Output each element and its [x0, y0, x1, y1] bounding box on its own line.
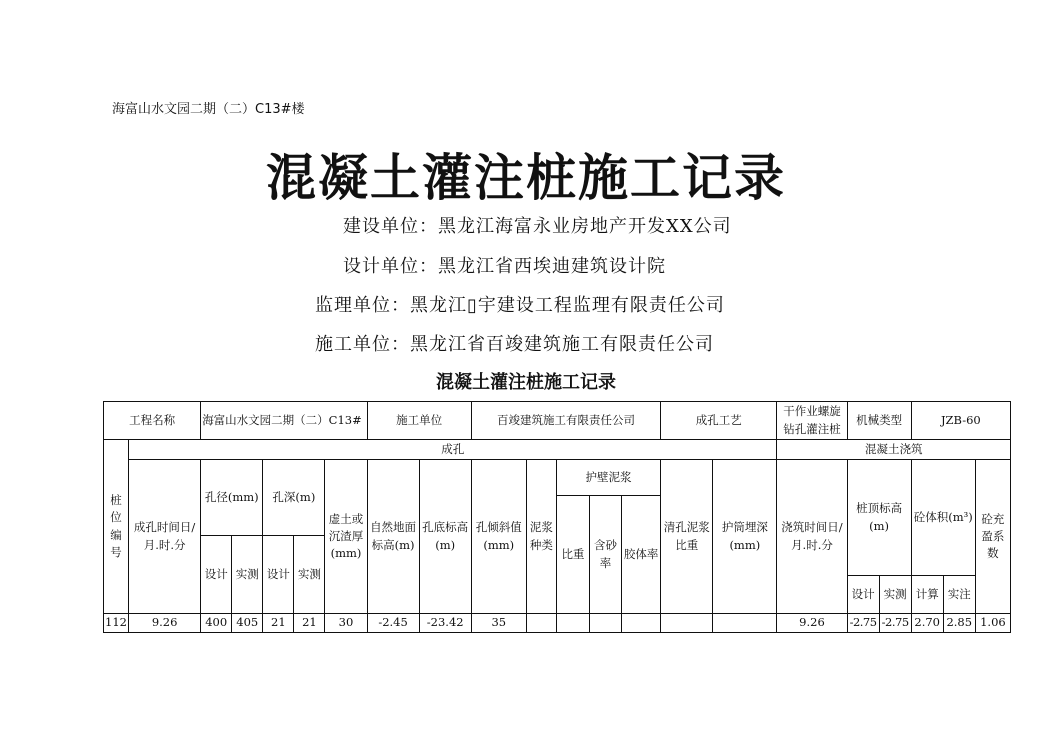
table-title: 混凝土灌注桩施工记录: [436, 372, 616, 393]
mud-density-header: 比重: [556, 496, 589, 614]
cell-hole-time: 9.26: [129, 614, 201, 633]
process-value: 干作业螺旋钻孔灌注桩: [777, 402, 847, 440]
group-hole-header: 成孔: [129, 440, 777, 460]
cell-tilt: 35: [471, 614, 526, 633]
pour-time-header: 浇筑时间日/月.时.分: [777, 460, 847, 614]
document-header: 海富山水文园二期（二）C13#楼: [112, 102, 305, 117]
project-name-label: 工程名称: [104, 402, 201, 440]
wall-mud-header: 护壁泥浆: [556, 460, 660, 496]
cell-ground: -2.45: [367, 614, 419, 633]
mud-type-header: 泥浆种类: [526, 460, 556, 614]
ground-elev-header: 自然地面标高(m): [367, 460, 419, 614]
sediment-header: 虚土或沉渣厚(mm): [325, 460, 367, 614]
machine-label: 机械类型: [847, 402, 911, 440]
cell-coef: 1.06: [975, 614, 1010, 633]
colloid-header: 胶体率: [622, 496, 661, 614]
cell-sediment: 30: [325, 614, 367, 633]
info-label: 施工单位：: [315, 334, 410, 355]
dia-design-header: 设计: [201, 536, 232, 614]
cell-mud-type: [526, 614, 556, 633]
cell-colloid: [622, 614, 661, 633]
vol-calc-header: 计算: [911, 576, 943, 614]
process-label: 成孔工艺: [661, 402, 777, 440]
depth-design-header: 设计: [263, 536, 294, 614]
machine-value: JZB-60: [911, 402, 1010, 440]
cell-vol-calc: 2.70: [911, 614, 943, 633]
info-value: 黑龙江省百竣建筑施工有限责任公司: [410, 334, 714, 355]
cell-pile: 112: [104, 614, 129, 633]
bottom-elev-header: 孔底标高(m): [419, 460, 471, 614]
casing-header: 护筒埋深(mm): [713, 460, 777, 614]
top-elev-header: 桩顶标高(m): [847, 460, 911, 576]
info-line-supervisor: [315, 291, 725, 317]
cell-casing: [713, 614, 777, 633]
cell-density: [556, 614, 589, 633]
builder-value: 百竣建筑施工有限责任公司: [471, 402, 660, 440]
dia-actual-header: 实测: [232, 536, 263, 614]
fill-coef-header: 砼充盈系数: [975, 460, 1010, 614]
cell-bottom: -23.42: [419, 614, 471, 633]
cell-dia-design: 400: [201, 614, 232, 633]
cell-depth-design: 21: [263, 614, 294, 633]
cell-sand: [589, 614, 621, 633]
info-value: 黑龙江省西埃迪建筑设计院: [438, 256, 666, 277]
info-line-owner: [343, 212, 732, 238]
depth-actual-header: 实测: [294, 536, 325, 614]
cell-pour-time: 9.26: [777, 614, 847, 633]
tilt-header: 孔倾斜值(mm): [471, 460, 526, 614]
project-name-value: 海富山水文园二期（二）C13#: [201, 402, 367, 440]
builder-label: 施工单位: [367, 402, 471, 440]
top-actual-header: 实测: [879, 576, 911, 614]
cell-dia-actual: 405: [232, 614, 263, 633]
page-title: 混凝土灌注桩施工记录: [266, 148, 786, 207]
clean-mud-header: 清孔泥浆比重: [661, 460, 713, 614]
volume-header: 砼体积(m³): [911, 460, 975, 576]
info-line-contractor: [315, 330, 714, 356]
info-label: 建设单位：: [343, 216, 438, 237]
group-pour-header: 混凝土浇筑: [777, 440, 1011, 460]
cell-clean: [661, 614, 713, 633]
vol-real-header: 实注: [943, 576, 975, 614]
sand-header: 含砂率: [589, 496, 621, 614]
info-line-designer: [343, 252, 666, 278]
info-label: 监理单位：: [315, 295, 410, 316]
top-design-header: 设计: [847, 576, 879, 614]
pile-no-header: 桩位编号: [104, 440, 129, 614]
diameter-header: 孔径(mm): [201, 460, 263, 536]
depth-header: 孔深(m): [263, 460, 325, 536]
info-value: 黑龙江▯宇建设工程监理有限责任公司: [410, 295, 725, 316]
info-label: 设计单位：: [343, 256, 438, 277]
pile-record-table: [103, 401, 1011, 633]
cell-top-actual: -2.75: [879, 614, 911, 633]
cell-top-design: -2.75: [847, 614, 879, 633]
info-value: 黑龙江海富永业房地产开发XX公司: [438, 216, 732, 237]
hole-time-header: 成孔时间日/月.时.分: [129, 460, 201, 614]
cell-depth-actual: 21: [294, 614, 325, 633]
cell-vol-real: 2.85: [943, 614, 975, 633]
